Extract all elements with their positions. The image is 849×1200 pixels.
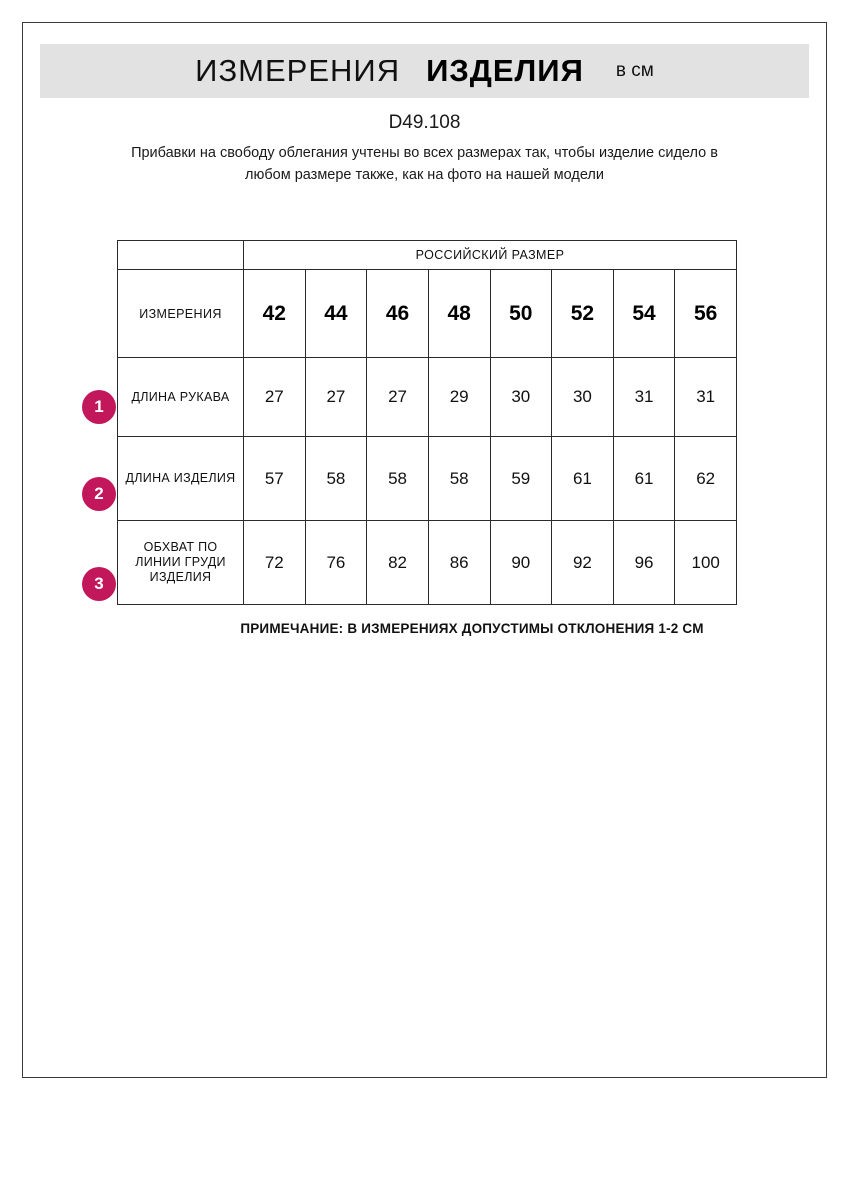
cell-sleeve-44: 27 — [305, 358, 367, 437]
cell-length-42: 57 — [244, 437, 306, 521]
row-label-sleeve-length: ДЛИНА РУКАВА — [118, 358, 244, 437]
row-badge-3: 3 — [82, 567, 116, 601]
russian-size-header: РОССИЙСКИЙ РАЗМЕР — [244, 241, 737, 270]
page-content — [22, 22, 827, 636]
cell-sleeve-46: 27 — [367, 358, 429, 437]
article-code: D49.108 — [388, 112, 461, 133]
table-size-row — [118, 270, 737, 358]
cell-chest-56: 100 — [675, 521, 737, 605]
cell-sleeve-48: 29 — [428, 358, 490, 437]
cell-chest-54: 96 — [613, 521, 675, 605]
cell-length-48: 58 — [428, 437, 490, 521]
size-header-52: 52 — [552, 270, 614, 358]
size-header-48: 48 — [428, 270, 490, 358]
cell-sleeve-52: 30 — [552, 358, 614, 437]
cell-length-44: 58 — [305, 437, 367, 521]
cell-chest-50: 90 — [490, 521, 552, 605]
cell-length-54: 61 — [613, 437, 675, 521]
table-group-header-row — [118, 241, 737, 270]
title-measurements: ИЗМЕРЕНИЯ — [195, 53, 401, 88]
fit-description: Прибавки на свободу облегания учтены во всех размерах так, чтобы изделие сидело в любом размере также, как на фото на нашей модели — [131, 145, 718, 183]
cell-length-46: 58 — [367, 437, 429, 521]
size-header-46: 46 — [367, 270, 429, 358]
cell-chest-48: 86 — [428, 521, 490, 605]
cell-chest-44: 76 — [305, 521, 367, 605]
corner-spacer — [118, 241, 244, 270]
measurements-table-wrap — [22, 240, 827, 636]
cell-sleeve-56: 31 — [675, 358, 737, 437]
measurements-table — [117, 240, 737, 605]
cell-chest-52: 92 — [552, 521, 614, 605]
row-label-product-length: ДЛИНА ИЗДЕЛИЯ — [118, 437, 244, 521]
cell-length-50: 59 — [490, 437, 552, 521]
cell-length-52: 61 — [552, 437, 614, 521]
size-header-56: 56 — [675, 270, 737, 358]
size-header-54: 54 — [613, 270, 675, 358]
cell-sleeve-42: 27 — [244, 358, 306, 437]
title-banner — [40, 44, 809, 98]
table-row — [118, 358, 737, 437]
row-badge-1: 1 — [82, 390, 116, 424]
size-header-44: 44 — [305, 270, 367, 358]
corner-label: ИЗМЕРЕНИЯ — [118, 270, 244, 358]
size-header-50: 50 — [490, 270, 552, 358]
row-badge-2: 2 — [82, 477, 116, 511]
cell-chest-46: 82 — [367, 521, 429, 605]
cell-sleeve-54: 31 — [613, 358, 675, 437]
table-row — [118, 521, 737, 605]
cell-sleeve-50: 30 — [490, 358, 552, 437]
table-row — [118, 437, 737, 521]
tolerance-note: ПРИМЕЧАНИЕ: В ИЗМЕРЕНИЯХ ДОПУСТИМЫ ОТКЛОНЕНИЯ 1-2 СМ — [240, 621, 704, 636]
size-header-42: 42 — [244, 270, 306, 358]
cell-length-56: 62 — [675, 437, 737, 521]
title-product: ИЗДЕЛИЯ — [426, 53, 584, 88]
cell-chest-42: 72 — [244, 521, 306, 605]
row-label-chest-girth: ОБХВАТ ПО ЛИНИИ ГРУДИ ИЗДЕЛИЯ — [118, 521, 244, 605]
title-unit: в см — [615, 60, 654, 81]
